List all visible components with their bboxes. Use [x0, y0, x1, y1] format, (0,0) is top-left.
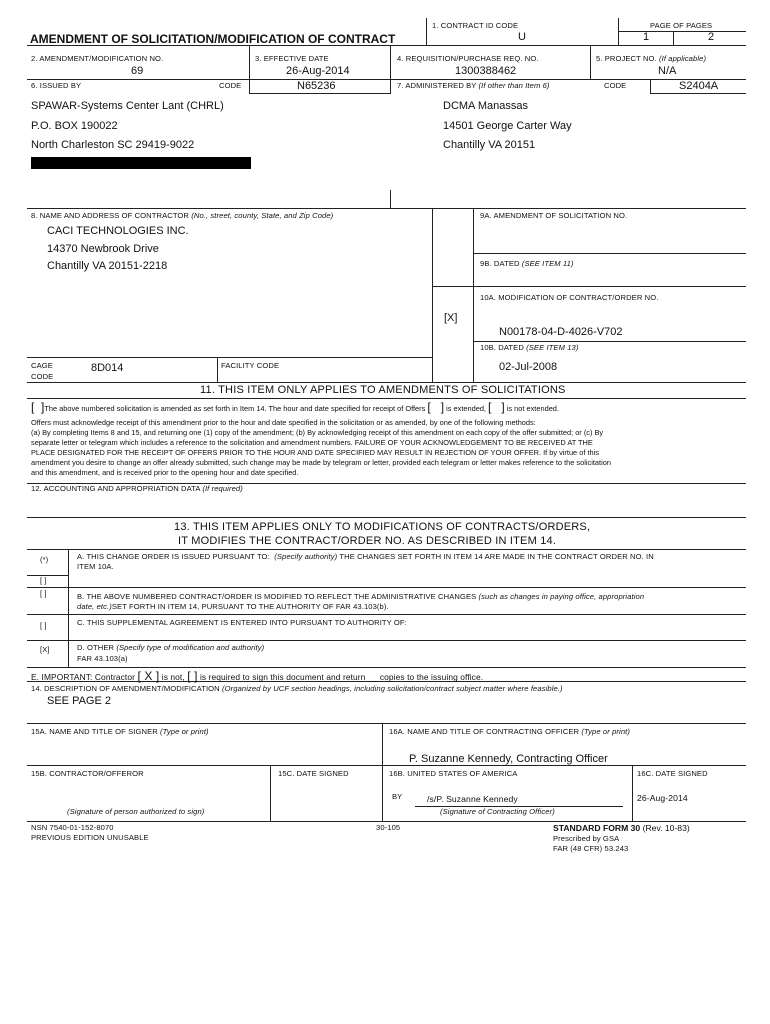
- rule-15b-top: [27, 765, 746, 766]
- item-13b-italic-2: date, etc.): [77, 602, 112, 611]
- contractor-label-italic: (No., street, county, State, and Zip Code): [191, 211, 334, 220]
- item-11-line-4: separate letter or telegram which includes a reference to the solicitation and amendment numbers. FAILURE OF YOUR ACKNOWLEDGEMENT TO BE RECEIVED AT THE: [31, 438, 593, 447]
- person-signature-caption: (Signature of person authorized to sign): [67, 807, 205, 816]
- signer-label: [31, 727, 209, 736]
- project-label-text: 5. PROJECT NO.: [596, 54, 657, 63]
- form-name-line: [553, 823, 690, 833]
- item-11-line-7: and this amendment, and is received prior to the opening hour and date specified.: [31, 468, 299, 477]
- facility-code-label: FACILITY CODE: [221, 361, 280, 370]
- item-9b-label: [480, 259, 574, 268]
- item-10-checkbox[interactable]: [X]: [444, 312, 458, 324]
- item-11-heading: 11. THIS ITEM ONLY APPLIES TO AMENDMENTS OF SOLICITATIONS: [200, 384, 566, 396]
- offers-not-extended-checkbox[interactable]: [ ]: [488, 400, 505, 414]
- rule-cage-v: [217, 357, 218, 382]
- issued-code-label: CODE: [219, 81, 242, 90]
- accounting-label: [31, 484, 243, 493]
- rule-row8: [27, 208, 746, 209]
- form-title: AMENDMENT OF SOLICITATION/MODIFICATION OF CONTRACT: [30, 32, 396, 46]
- rule-13b-top: [27, 587, 746, 588]
- form-rev: (Rev. 10-83): [642, 823, 690, 833]
- item-13d-line-2: FAR 43.103(a): [77, 654, 128, 663]
- item-13b-line-1: [77, 592, 644, 601]
- redaction-bar: [31, 157, 251, 169]
- solicitation-amended-checkbox[interactable]: [ ]: [31, 400, 45, 414]
- page-of-pages-label: PAGE OF PAGES: [650, 21, 713, 30]
- amendment-no-value: 69: [131, 65, 144, 77]
- admin-label-text: 7. ADMINISTERED BY: [397, 81, 477, 90]
- item-10b-label-text: 10B. DATED: [480, 343, 524, 352]
- item-10b-label-italic: (SEE ITEM 13): [526, 343, 579, 352]
- item-9b-label-italic: (SEE ITEM 11): [521, 259, 574, 268]
- effective-date-label: 3. EFFECTIVE DATE: [255, 54, 329, 63]
- rule-cage-top: [27, 357, 433, 358]
- admin-line-3: Chantilly VA 20151: [443, 139, 536, 151]
- administered-by-label: [397, 81, 550, 90]
- rule-importantE-top: [27, 667, 746, 668]
- nsn-number: NSN 7540-01-152-8070: [31, 823, 114, 832]
- rule-13-mark1: [27, 575, 69, 576]
- rule-row2: [27, 79, 746, 80]
- rule-item13-top: [27, 517, 746, 518]
- rule-item15-v: [382, 723, 383, 821]
- item-10a-value: N00178-04-D-4026-V702: [499, 326, 623, 338]
- rule-13c-top: [27, 614, 746, 615]
- officer-signature-caption: (Signature of Contracting Officer): [440, 807, 555, 816]
- cage-label-1: CAGE: [31, 361, 53, 370]
- rule-9a-bottom: [473, 253, 746, 254]
- item-11-line-3: (a) By completing Items 8 and 15, and returning one (1) copy of the amendment; (b) By acknowledging receipt of this amendment on each copy of the offer submitted; or (c) By: [31, 428, 604, 437]
- item-11-line-1-text: The above numbered solicitation is amended as set forth in Item 14. The hour and date specified for receipt of Offers: [44, 404, 426, 413]
- rule-footer-top: [27, 821, 746, 822]
- important-pre: E. IMPORTANT: Contractor: [31, 672, 136, 682]
- previous-edition: PREVIOUS EDITION UNUSABLE: [31, 833, 149, 842]
- rule-item11-top: [27, 382, 746, 383]
- issuer-line-2: P.O. BOX 190022: [31, 120, 118, 132]
- rule-row2-v3: [590, 46, 591, 80]
- date-signed-16c-label: 16C. DATE SIGNED: [637, 769, 708, 778]
- rule-item9-left: [432, 208, 433, 382]
- copies-blank: __: [367, 672, 378, 682]
- contractor-label: [31, 211, 333, 220]
- contractor-line-1: CACI TECHNOLOGIES INC.: [47, 225, 189, 237]
- officer-label-italic: (Type or print): [581, 727, 630, 736]
- admin-line-2: 14501 George Carter Way: [443, 120, 572, 132]
- date-signed-15c-label: 15C. DATE SIGNED: [278, 769, 349, 778]
- contractor-label-text: 8. NAME AND ADDRESS OF CONTRACTOR: [31, 211, 190, 220]
- rule-row2-v2: [390, 46, 391, 94]
- item-13d-line-1: [77, 643, 264, 652]
- item-13a-pre: A. THIS CHANGE ORDER IS ISSUED PURSUANT TO:: [77, 552, 270, 561]
- important-is-not: is not,: [161, 672, 185, 682]
- admin-code-value: S2404A: [679, 80, 719, 92]
- item-14-label-text: 14. DESCRIPTION OF AMENDMENT/MODIFICATION: [31, 684, 220, 693]
- rule-item15-top: [27, 723, 746, 724]
- item-13a-italic: (Specify authority): [274, 552, 338, 561]
- admin-line-1: DCMA Manassas: [443, 100, 528, 112]
- rule-item9-inner: [473, 208, 474, 382]
- item-13b-post: SET FORTH IN ITEM 14, PURSUANT TO THE AUTHORITY OF FAR 43.103(b).: [111, 602, 389, 611]
- signer-label-text: 15A. NAME AND TITLE OF SIGNER: [31, 727, 158, 736]
- admin-code-label: CODE: [604, 81, 627, 90]
- cage-code-value: 8D014: [91, 362, 124, 374]
- rule-row2-v1: [249, 46, 250, 94]
- item-13d-mark[interactable]: [X]: [40, 645, 50, 654]
- rule-header-v2: [618, 18, 619, 46]
- item-14-label-italic: (Organized by UCF section headings, including solicitation/contract subject matter where feasible.): [221, 684, 563, 693]
- effective-date-value: 26-Aug-2014: [286, 65, 350, 77]
- requisition-value: 1300388462: [455, 65, 517, 77]
- gov-date-value: 26-Aug-2014: [637, 793, 688, 803]
- item-13a-line-1: [77, 552, 654, 561]
- item-13b-line-2: [77, 602, 389, 611]
- rule-header-v3: [673, 31, 674, 46]
- prescribed-by: Prescribed by GSA: [553, 834, 620, 843]
- officer-label-text: 16A. NAME AND TITLE OF CONTRACTING OFFICER: [389, 727, 580, 736]
- item-14-label: [31, 684, 563, 693]
- project-no-value: N/A: [658, 65, 677, 77]
- item-11-line-6: amendment you desire to change an offer already submitted, such change may be made by telegram or letter, provided each telegram or letter makes reference to the solicitation: [31, 458, 611, 467]
- form-code: 30-105: [376, 823, 401, 832]
- item-13-heading-2: IT MODIFIES THE CONTRACT/ORDER NO. AS DESCRIBED IN ITEM 14.: [178, 535, 557, 547]
- page-number: 1: [643, 31, 650, 43]
- project-no-label: [596, 54, 706, 63]
- contract-id-label: 1. CONTRACT ID CODE: [432, 21, 519, 30]
- item-13c-text: C. THIS SUPPLEMENTAL AGREEMENT IS ENTERED INTO PURSUANT TO AUTHORITY OF:: [77, 618, 407, 627]
- item-14-value: SEE PAGE 2: [47, 695, 111, 707]
- item-11-line-1: [31, 400, 559, 414]
- cage-label-2: CODE: [31, 372, 54, 381]
- accounting-label-text: 12. ACCOUNTING AND APPROPRIATION DATA: [31, 484, 201, 493]
- item-13d-pre: D. OTHER: [77, 643, 115, 652]
- important-post: is required to sign this document and return: [199, 672, 366, 682]
- rule-header-v1: [426, 18, 427, 46]
- rule-16c-v: [632, 765, 633, 821]
- item-9b-label-text: 9B. DATED: [480, 259, 520, 268]
- contractor-offeror-label: 15B. CONTRACTOR/OFFEROR: [31, 769, 144, 778]
- item-10b-label: [480, 343, 578, 352]
- rule-item11-head: [27, 398, 746, 399]
- total-pages: 2: [708, 31, 715, 43]
- contract-id-value: U: [518, 31, 526, 43]
- accounting-label-italic: (If required): [202, 484, 243, 493]
- rule-13d-top: [27, 640, 746, 641]
- rule-10a-bottom: [473, 341, 746, 342]
- item-13b-pre: B. THE ABOVE NUMBERED CONTRACT/ORDER IS MODIFIED TO REFLECT THE ADMINISTRATIVE CHANGES: [77, 592, 477, 601]
- item-13b-italic: (such as changes in paying office, appropriation: [478, 592, 645, 601]
- item-13a-line-2: ITEM 10A.: [77, 562, 114, 571]
- item-11-line-2: Offers must acknowledge receipt of this amendment prior to the hour and date specified in the solicitation or as amended, by one of the following methods:: [31, 418, 536, 427]
- item-13a-post: THE CHANGES SET FORTH IN ITEM 14 ARE MADE IN THE CONTRACT ORDER NO. IN: [339, 552, 654, 561]
- item-13b-mark[interactable]: [ ]: [40, 589, 47, 598]
- item-13-blank-mark[interactable]: [ ]: [40, 576, 47, 585]
- officer-value: P. Suzanne Kennedy, Contracting Officer: [409, 753, 608, 765]
- form-name: STANDARD FORM 30: [553, 823, 641, 833]
- item-13c-mark[interactable]: [ ]: [40, 621, 47, 630]
- issued-code-value: N65236: [297, 80, 336, 92]
- far-reference: FAR (48 CFR) 53.243: [553, 844, 629, 853]
- contractor-line-2: 14370 Newbrook Drive: [47, 243, 159, 255]
- signer-label-italic: (Type or print): [160, 727, 209, 736]
- rule-15c-v: [270, 765, 271, 821]
- extended-text: is extended,: [446, 404, 486, 413]
- item-13a-mark[interactable]: (*): [40, 555, 49, 564]
- signature-value: /s/P. Suzanne Kennedy: [427, 794, 518, 804]
- item-9a-label: 9A. AMENDMENT OF SOLICITATION NO.: [480, 211, 628, 220]
- project-label-italic: (If applicable): [658, 54, 707, 63]
- amendment-no-label: 2. AMENDMENT/MODIFICATION NO.: [31, 54, 164, 63]
- rule-row3-v4: [650, 80, 651, 94]
- rule-code-bottom: [249, 93, 390, 94]
- officer-label: [389, 727, 630, 736]
- not-extended-text: is not extended.: [506, 404, 559, 413]
- issued-by-label: 6. ISSUED BY: [31, 81, 82, 90]
- item-13d-italic: (Specify type of modification and authority): [116, 643, 265, 652]
- offers-extended-checkbox[interactable]: [ ]: [427, 400, 445, 414]
- rule-admincode-bottom: [650, 93, 746, 94]
- rule-issuer-stub: [390, 190, 391, 208]
- usa-label: 16B. UNITED STATES OF AMERICA: [389, 769, 518, 778]
- contractor-is-not-checkbox[interactable]: [ X ]: [137, 669, 160, 683]
- item-10a-label: 10A. MODIFICATION OF CONTRACT/ORDER NO.: [480, 293, 659, 302]
- rule-page-sub: [618, 31, 746, 32]
- issuer-line-3: North Charleston SC 29419-9022: [31, 139, 195, 151]
- admin-label-italic: (If other than Item 6): [478, 81, 550, 90]
- requisition-label: 4. REQUISITION/PURCHASE REQ. NO.: [397, 54, 539, 63]
- item-10b-value: 02-Jul-2008: [499, 361, 558, 373]
- contractor-line-3: Chantilly VA 20151-2218: [47, 260, 168, 272]
- contractor-is-checkbox[interactable]: [ ]: [187, 669, 198, 683]
- item-13-heading-1: 13. THIS ITEM APPLIES ONLY TO MODIFICATIONS OF CONTRACTS/ORDERS,: [174, 521, 591, 533]
- rule-13a-top: [27, 549, 746, 550]
- important-post-2: copies to the issuing office.: [379, 672, 484, 682]
- rule-9b-bottom: [432, 286, 746, 287]
- important-line: [31, 669, 483, 683]
- issuer-line-1: SPAWAR-Systems Center Lant (CHRL): [31, 100, 224, 112]
- item-11-line-5: PLACE DESIGNATED FOR THE RECEIPT OF OFFERS PRIOR TO THE HOUR AND DATE SPECIFIED MAY RESULT IN REJECTION OF YOUR OFFER. If by virtue of this: [31, 448, 599, 457]
- by-label: BY: [392, 792, 403, 801]
- rule-13-markcol: [68, 549, 69, 668]
